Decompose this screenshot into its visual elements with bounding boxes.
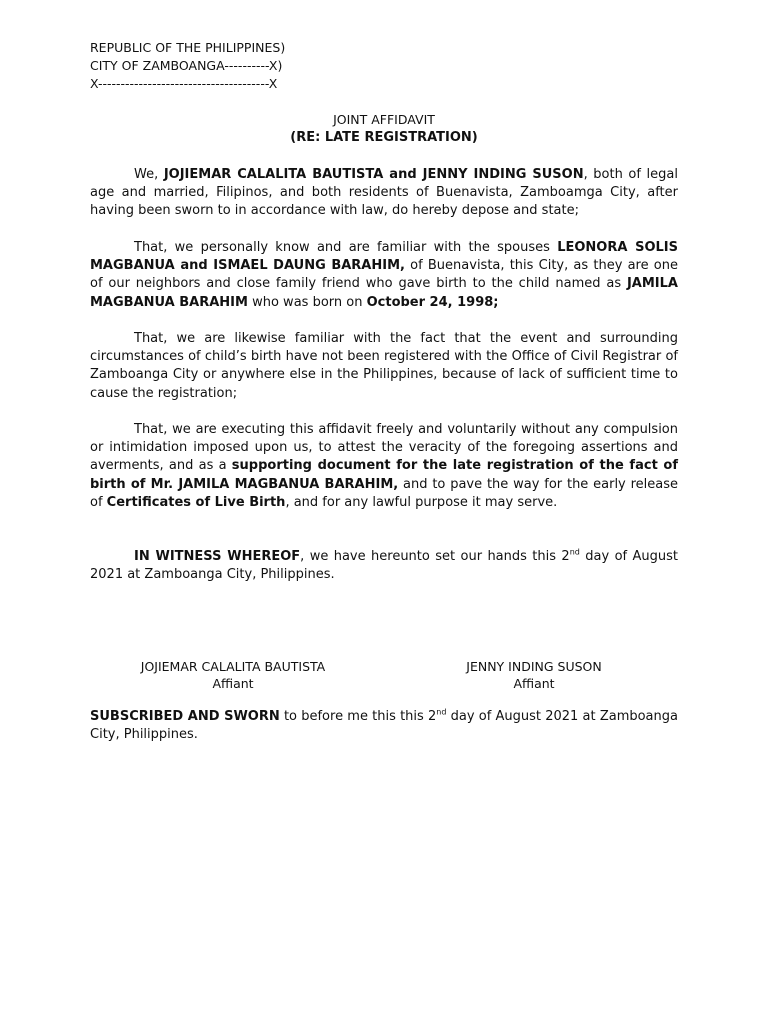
paragraph-affiants: We, JOJIEMAR CALALITA BAUTISTA and JENNY INDING SUSON, both of legal age and married, Filipinos, and both residents of Buenavista, Zamboamga City, after having been sworn to in accordance with law, do hereby depose and state; xyxy=(90,167,678,219)
signature-block-affiant-2 xyxy=(420,658,648,692)
caption-line-divider: X--------------------------------------X xyxy=(90,76,278,91)
paragraph-spouses: That, we personally know and are familiar with the spouses LEONORA SOLIS MAGBANUA and ISMAEL DAUNG BARAHIM, of Buenavista, this City, as they are one of our neighbors and close family friend who gave birth to the child named as JAMILA MAGBANUA BARAHIM who was born on October 24, 1998; xyxy=(90,240,678,310)
birth-date: October 24, 1998; xyxy=(366,294,499,310)
title-main: JOINT AFFIDAVIT xyxy=(333,112,435,127)
title-sub: (RE: LATE REGISTRATION) xyxy=(290,130,478,145)
child-name: JAMILA MAGBANUA BARAHIM xyxy=(90,276,678,310)
caption-line-republic: REPUBLIC OF THE PHILIPPINES) xyxy=(90,40,286,55)
document-title xyxy=(0,111,768,147)
purpose-statement: supporting document for the late registration of the fact of birth of Mr. JAMILA MAGBANUA BARAHIM, xyxy=(90,458,679,492)
signature-block-affiant-1 xyxy=(100,658,366,692)
paragraph-purpose: That, we are executing this affidavit freely and voluntarily without any compulsion or intimidation imposed upon us, to attest the veracity of the foregoing assertions and averments, and as a supporting document for the late registration of the fact of birth of Mr. JAMILA MAGBANUA BARAHIM, and to pave the way for the early release of Certificates of Live Birth, and for any lawful purpose it may serve. xyxy=(90,422,679,510)
spouse-names: LEONORA SOLIS MAGBANUA and ISMAEL DAUNG BARAHIM, xyxy=(90,240,678,274)
jurat: SUBSCRIBED AND SWORN to before me this this 2nd day of August 2021 at Zamboanga City, Philippines. xyxy=(90,707,678,743)
jurat-heading: SUBSCRIBED AND SWORN xyxy=(90,709,280,724)
affiant-names: JOJIEMAR CALALITA BAUTISTA and JENNY INDING SUSON xyxy=(163,167,584,182)
caption-line-city: CITY OF ZAMBOANGA----------X) xyxy=(90,58,283,73)
certificate-type: Certificates of Live Birth xyxy=(106,494,286,510)
witness-whereof: IN WITNESS WHEREOF xyxy=(134,549,301,564)
affiant-1-name: JOJIEMAR CALALITA BAUTISTA xyxy=(140,659,326,674)
affiant-2-role: Affiant xyxy=(513,676,555,691)
affiant-2-name: JENNY INDING SUSON xyxy=(466,659,602,674)
paragraph-unregistered: That, we are likewise familiar with the fact that the event and surrounding circumstances of child’s birth have not been registered with the Office of Civil Registrar of Zamboanga City or anywhere else in the Philippines, because of lack of sufficient time to cause the registration; xyxy=(90,331,678,401)
affiant-1-role: Affiant xyxy=(212,676,254,691)
venue-caption xyxy=(90,39,285,93)
paragraph-witness: IN WITNESS WHEREOF, we have hereunto set our hands this 2nd day of August 2021 at Zamboanga City, Philippines. xyxy=(90,547,678,583)
